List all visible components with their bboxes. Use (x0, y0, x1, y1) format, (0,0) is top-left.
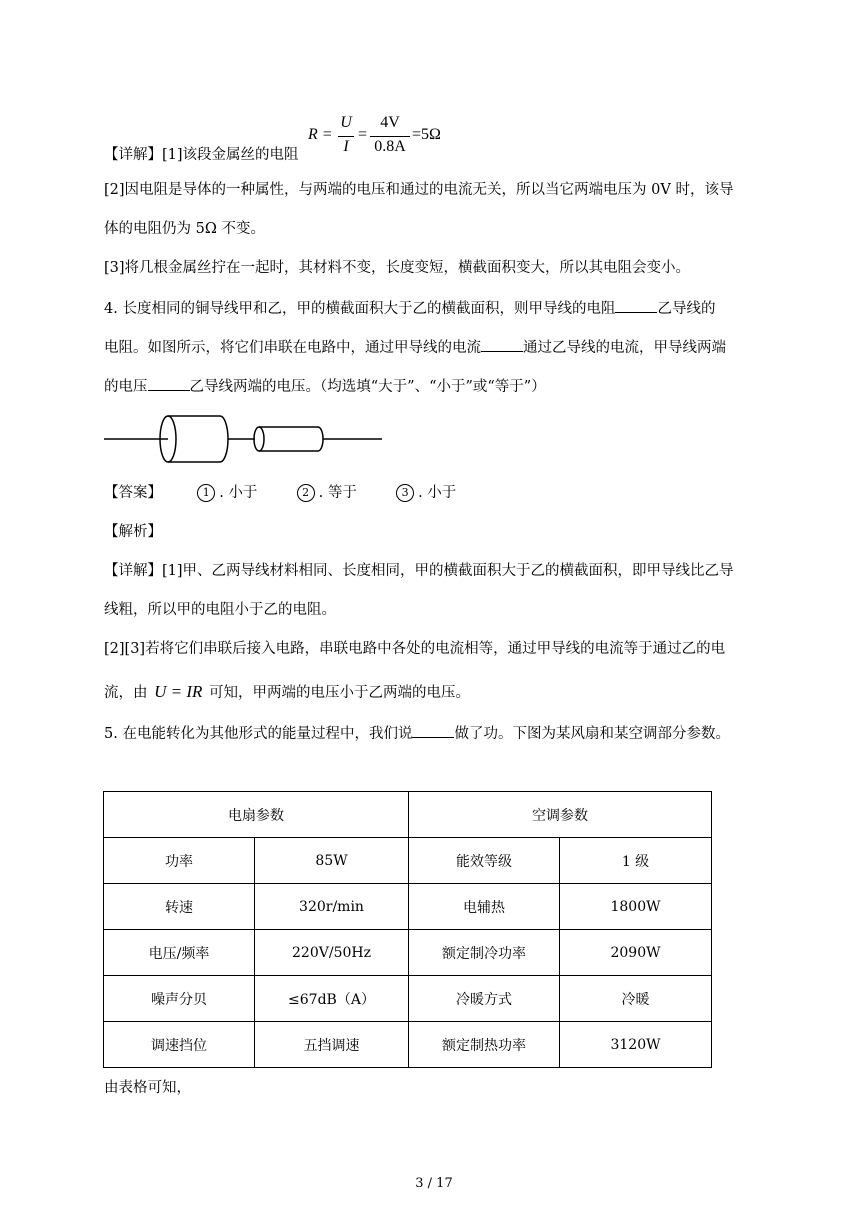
table-cell: 冷暖 (560, 976, 712, 1022)
tail-text: 由表格可知， (104, 1080, 191, 1096)
analysis-line-2: 线粗，所以甲的电阻小于乙的电阻。 (104, 602, 336, 618)
answer-num-1: 1 (197, 484, 215, 502)
table-cell: 功率 (104, 838, 255, 884)
table-cell: 85W (255, 838, 409, 884)
formula-eq: = (358, 126, 368, 143)
table-cell: 320r/min (255, 884, 409, 930)
table-cell: 调速挡位 (104, 1022, 255, 1068)
formula-bar-1 (338, 136, 354, 137)
table-row (104, 1022, 712, 1068)
table-cell: 1 级 (560, 838, 712, 884)
conductor-yi (254, 427, 323, 451)
q5-line (104, 723, 730, 744)
formula-lhs: R = (308, 126, 333, 143)
q4-text-d: 通过乙导线的电流，甲导线两端 (523, 340, 726, 356)
table-cell: 能效等级 (409, 838, 560, 884)
table-cell: ≤67dB（A） (255, 976, 409, 1022)
q4-line-2 (104, 337, 726, 358)
table-row (104, 930, 712, 976)
answer-num-2: 2 (297, 484, 315, 502)
table-cell: 1800W (560, 884, 712, 930)
table-cell: 转速 (104, 884, 255, 930)
table-cell: 2090W (560, 930, 712, 976)
analysis-text-a: 流，由 (104, 685, 148, 701)
q4-text-e: 的电压 (104, 379, 148, 395)
answer-blank-3[interactable] (148, 376, 190, 391)
q4-line-3 (104, 376, 546, 397)
table-cell: 额定制冷功率 (409, 930, 560, 976)
conductor-jia (160, 416, 228, 462)
q5-text-b: 做了功。下图为某风扇和某空调部分参数。 (454, 726, 730, 742)
detail-line-4: [3]将几根金属丝拧在一起时，其材料不变，长度变短，横截面积变大，所以其电阻会变小。 (104, 260, 691, 276)
parameters-table (103, 791, 712, 1068)
q5-text-a: 5. 在电能转化为其他形式的能量过程中，我们说 (104, 726, 413, 742)
answer-text-2: . 等于 (318, 485, 357, 501)
q4-text-f: 乙导线两端的电压。（均选填“大于”、“小于”或“等于”） (189, 379, 546, 395)
table-cell: 额定制热功率 (409, 1022, 560, 1068)
answer-text-1: . 小于 (219, 485, 258, 501)
detail-line-3: 体的电阻仍为 5Ω 不变。 (104, 221, 265, 237)
table-cell: 五挡调速 (255, 1022, 409, 1068)
table-cell: 220V/50Hz (255, 930, 409, 976)
resistance-formula (306, 112, 456, 162)
formula-num: U (340, 114, 352, 131)
fan-params-header: 电扇参数 (104, 792, 409, 838)
ac-params-header: 空调参数 (409, 792, 712, 838)
table-row (104, 976, 712, 1022)
q4-text-c: 电阻。如图所示，将它们串联在电路中，通过甲导线的电流 (104, 340, 481, 356)
q4-line-1 (104, 298, 715, 319)
analysis-text-b: 可知，甲两端的电压小于乙两端的电压。 (209, 685, 471, 701)
formula-den: I (343, 138, 349, 155)
detail-line-2: [2]因电阻是导体的一种属性，与两端的电压和通过的电流无关，所以当它两端电压为 0V 时，该导 (104, 182, 734, 198)
table-cell: 噪声分贝 (104, 976, 255, 1022)
q4-text-a: 4. 长度相同的铜导线甲和乙，甲的横截面积大于乙的横截面积，则甲导线的电阻 (104, 301, 616, 317)
answer-blank-2[interactable] (481, 337, 523, 352)
detail-line-1 (104, 145, 299, 165)
analysis-label: 【解析】 (104, 524, 162, 540)
detail-prefix: 【详解】[1]该段金属丝的电阻 (104, 147, 299, 163)
table-header-row (104, 792, 712, 838)
table-cell: 冷暖方式 (409, 976, 560, 1022)
answer-line (104, 483, 456, 503)
table-row (104, 838, 712, 884)
formula-result: =5Ω (412, 126, 441, 143)
wire-diagram (100, 410, 390, 470)
answer-label: 【答案】 (104, 485, 162, 501)
ohm-law-formula: U = IR (154, 682, 203, 701)
table-cell: 电辅热 (409, 884, 560, 930)
analysis-line-4 (104, 682, 470, 703)
answer-blank-1[interactable] (615, 298, 657, 313)
table-cell: 电压/频率 (104, 930, 255, 976)
table-cell: 3120W (560, 1022, 712, 1068)
answer-num-3: 3 (396, 484, 414, 502)
formula-den2: 0.8A (374, 138, 406, 155)
answer-blank-4[interactable] (412, 723, 454, 738)
answer-text-3: . 小于 (418, 485, 457, 501)
formula-bar-2 (370, 136, 410, 137)
formula-num2: 4V (380, 114, 400, 131)
page-number: 3 / 17 (415, 1176, 453, 1191)
q4-text-b: 乙导线的 (657, 301, 716, 317)
table-row (104, 884, 712, 930)
analysis-line-3: [2][3]若将它们串联后接入电路，串联电路中各处的电流相等，通过甲导线的电流等于通过乙的电 (104, 641, 726, 657)
analysis-line-1: 【详解】[1]甲、乙两导线材料相同、长度相同，甲的横截面积大于乙的横截面积，即甲导线比乙导 (104, 563, 734, 579)
